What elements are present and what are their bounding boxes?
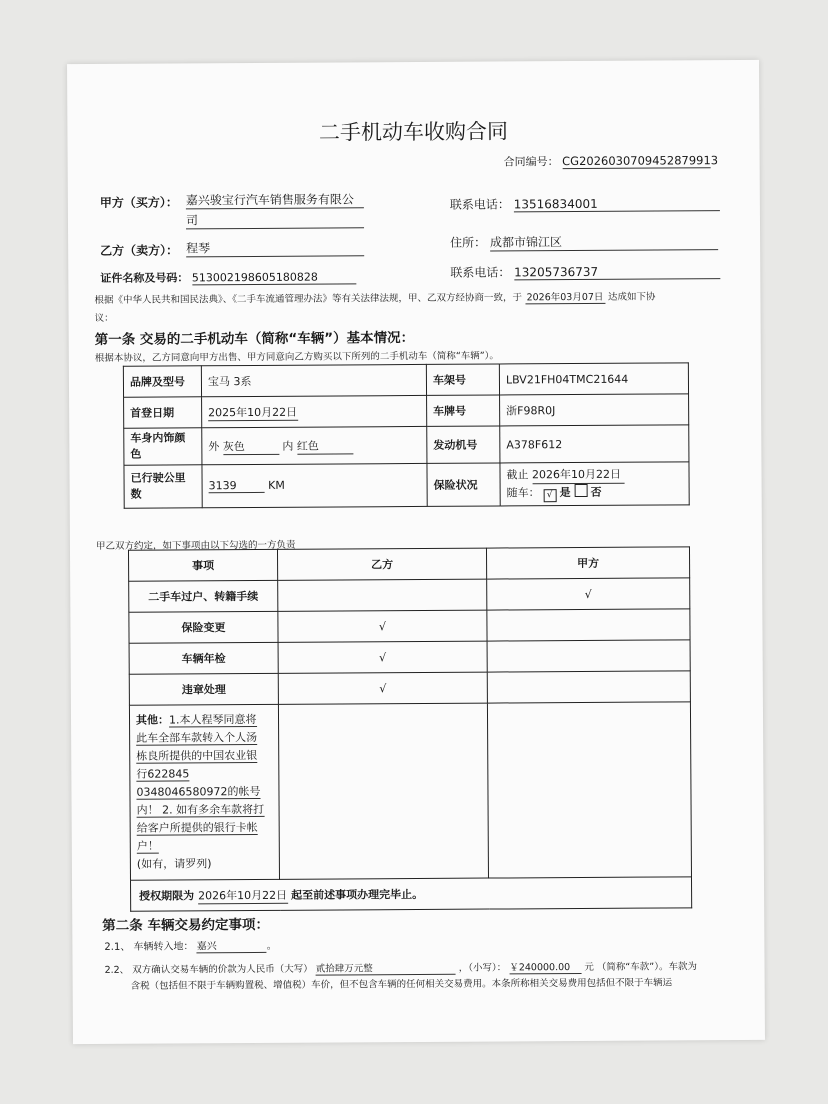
insurance-cell [500,462,689,506]
party-a-phone-label: 联系电话： [449,197,510,212]
party-a-name [186,190,364,229]
table-row [124,425,689,465]
party-a-phone [450,194,720,213]
brand-value: 宝马 3系 [201,364,426,396]
auth-cell [130,877,691,911]
item2-amount: ￥240000.00 [509,959,581,974]
party-b-address [450,232,718,252]
row-party-b-mark [278,579,487,611]
auth-date: 2026年10月22日 [198,886,288,904]
section2-item1: 2.1、 车辆转入地： 嘉兴 。 [104,937,276,954]
plate-value: 浙F98R0J [500,394,689,426]
row-party-b-mark: √ [278,672,487,704]
other-line: 1.本人程琴同意将 [168,712,257,727]
other-party-a [487,702,691,878]
table-row [129,671,690,705]
row-party-a-mark: √ [487,578,690,610]
color-cell [202,426,427,464]
party-b-id [100,268,356,286]
row-item: 二手车过户、转籍手续 [129,580,278,612]
party-a-label: 甲方（买方）： [99,195,178,210]
other-line: 给客户所提供的银行卡帐 [136,820,258,835]
intro-text: 根据《中华人民共和国民法典》、《二手车流通管理办法》等有关法律法规，甲、乙双方经协商一致，于 [94,292,522,306]
row-party-a-mark [487,640,690,672]
insurance-until-value: 2026年10月22日 [532,466,624,485]
other-line: 0348046580972的帐号 [136,784,261,799]
item2-upper-amount: 贰拾肆万元整 [316,960,456,976]
section2-heading: 第二条 车辆交易约定事项： [102,916,270,934]
table-row [123,363,688,397]
id-value: 513002198605180828 [192,270,356,285]
yes-checkbox[interactable]: √ [543,489,556,502]
mileage-value: 3139 [209,479,265,493]
brand-label: 品牌及型号 [123,366,201,397]
table-row-auth [130,877,691,911]
color-int-value: 红色 [297,437,353,454]
table-row [129,578,690,612]
insurance-label: 保险状况 [427,463,500,506]
item2-post: 元 （简称“车款”）。车款为 [584,961,697,973]
other-note: (如有，请罗列) [136,857,212,871]
header-party-b: 乙方 [277,548,486,580]
mileage-unit: KM [268,478,285,492]
contract-paper [67,60,765,1044]
party-a-name-line1: 嘉兴骏宝行汽车销售服务有限公 [186,190,364,209]
agreement-date: 2026年03月07日 [525,289,605,304]
color-ext-label: 外 [208,439,220,453]
party-a-phone-value: 13516834001 [514,196,720,212]
row-party-b-mark: √ [278,641,487,673]
engine-label: 发动机号 [427,426,500,463]
item2-mid: ，（小写）： [458,962,507,974]
mileage-cell [202,463,427,507]
reg-date-cell [202,395,427,427]
table-row [124,394,689,428]
row-item: 车辆年检 [129,642,278,674]
table-row-other [129,702,691,880]
color-ext-value: 灰色 [223,437,279,454]
no-checkbox[interactable] [574,484,587,497]
other-label: 其他： [135,713,170,727]
party-a-name-line2: 司 [186,210,364,229]
vin-label: 车架号 [426,364,499,395]
other-line: 此车全部车款转入个人汤 [136,730,258,745]
party-b-phone-label: 联系电话： [450,265,511,280]
section1-subtext: 根据本协议，乙方同意向甲方出售、甲方同意向乙方购买以下所列的二手机动车（简称“车辆”）。 [94,350,499,364]
color-label: 车身内饰颜色 [124,428,202,465]
item1-value: 嘉兴 [197,937,267,953]
responsibility-intro: 甲乙双方约定，如下事项由以下勾选的一方负责 [95,539,296,552]
insurance-until-label: 截止 [506,468,529,482]
no-label: 否 [590,485,602,499]
responsibility-table [128,546,692,911]
id-label: 证件名称及号码： [100,271,189,285]
address-value: 成都市锦江区 [490,232,718,251]
vin-value: LBV21FH04TMC21644 [499,363,688,395]
contract-number-value: CG2026030709452879913 [562,153,719,169]
row-item: 保险变更 [129,611,278,643]
row-party-a-mark [487,609,690,641]
auth-label: 授权期限为 [139,888,195,903]
other-line: 栋良所提供的中国农业银 [136,748,258,763]
other-line: 行622845 [136,767,190,781]
header-party-a: 甲方 [486,547,689,579]
intro-line2: 议： [94,312,114,324]
table-row [129,609,690,643]
mileage-label: 已行驶公里数 [124,465,202,508]
party-b-name-value: 程琴 [186,238,364,257]
section2-item2-line2: 含税（包括但不限于车辆购置税、增值税）车价，但不包含车辆的任何相关交易费用。本条所称相关交易费用包括但不限于车辆运 [130,977,673,992]
party-b-name [186,238,364,257]
item1-number: 2.1、 [104,941,131,953]
intro-text-end: 达成如下协 [607,291,656,303]
vehicle-info-table [123,362,690,508]
reg-date-value: 2025年10月22日 [208,403,298,421]
table-row [129,640,690,674]
row-item: 违章处理 [129,673,278,705]
item1-label: 车辆转入地： [133,941,194,953]
reg-date-label: 首登日期 [124,397,202,428]
other-line: 内！ 2. 如有多余车款将打 [136,802,265,817]
contract-number-label: 合同编号： [503,155,559,169]
yes-label: 是 [559,486,571,500]
color-int-label: 内 [282,439,294,453]
other-cell [129,704,279,880]
contract-number [503,152,719,169]
party-b-label: 乙方（卖方）： [100,243,179,258]
document-title: 二手机动车收购合同 [318,119,509,145]
auth-post: 起至前述事项办理完毕止。 [291,887,424,902]
table-header-row [128,547,689,581]
row-party-a-mark [487,671,690,703]
item2-number: 2.2、 [104,964,130,976]
other-line: 户！ [136,839,159,853]
engine-value: A378F612 [500,425,689,463]
address-label: 住所： [450,235,487,250]
party-b-phone-value: 13205736737 [514,264,720,280]
header-item: 事项 [128,549,277,581]
section1-heading: 第一条 交易的二手机动车（简称“车辆”）基本情况： [94,330,415,348]
item2-pre: 双方确认交易车辆的价款为人民币（大写） [132,963,313,976]
table-row [124,462,689,508]
row-party-b-mark: √ [278,610,487,642]
with-car-label: 随车： [506,486,540,500]
plate-label: 车牌号 [427,395,500,426]
party-b-phone [450,262,720,281]
intro-line1 [94,289,655,307]
other-party-b [278,703,488,879]
